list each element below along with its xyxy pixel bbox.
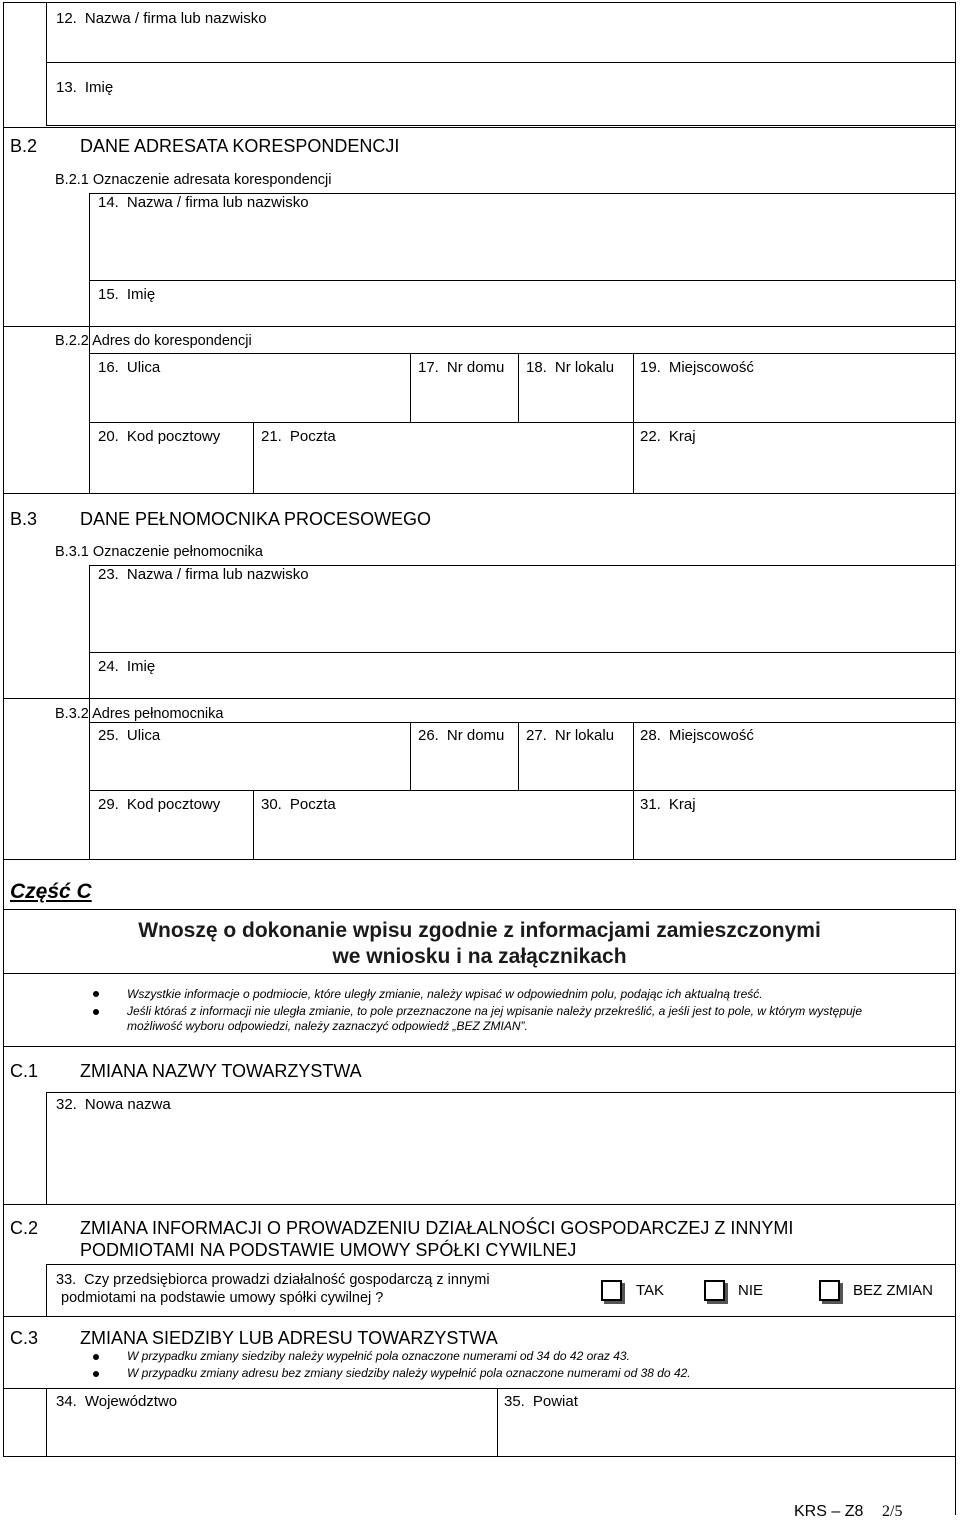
field-number: 12. [56, 10, 77, 27]
field-19-input[interactable] [635, 380, 953, 420]
field-32 [56, 1096, 171, 1114]
field-22 [640, 428, 696, 446]
field-20-input[interactable] [91, 450, 251, 491]
field-16 [98, 359, 160, 377]
field-17-input[interactable] [412, 380, 516, 420]
subsection-b2-2: B.2.2 Adres do korespondencji [55, 333, 252, 349]
field-13 [56, 79, 113, 97]
field-label: Imię [126, 286, 156, 303]
part-c-note-2a: Jeśli któraś z informacji nie uległa zmianie, to pole przeznaczone na jej wpisanie należy przekreślić, a jeśli jest to pole, w którym występuje [127, 1004, 862, 1018]
field-33-label-line2: podmiotami na podstawie umowy spółki cywilnej ? [61, 1290, 384, 1306]
field-17 [418, 359, 504, 377]
field-label: Imię [84, 79, 114, 96]
field-label: Powiat [532, 1393, 578, 1410]
section-code-b3: B.3 [10, 509, 38, 529]
field-label: Miejscowość [668, 727, 754, 744]
field-label: Imię [126, 658, 156, 675]
field-number: 29. [98, 796, 119, 813]
option-label-nie: NIE [738, 1282, 764, 1299]
field-number: 16. [98, 359, 119, 376]
field-18 [526, 359, 614, 377]
field-29-input[interactable] [91, 818, 251, 858]
checkbox-tak[interactable] [601, 1280, 622, 1301]
field-15-input[interactable] [91, 305, 954, 324]
bullet-icon [93, 1354, 99, 1360]
field-32-input[interactable] [48, 1118, 954, 1202]
part-c-note-1: Wszystkie informacje o podmiocie, które uległy zmianie, należy wpisać w odpowiednim polu, podając ich aktualną treść. [127, 987, 763, 1001]
field-30-input[interactable] [255, 818, 631, 858]
field-25-input[interactable] [91, 748, 408, 788]
field-number: 34. [56, 1393, 77, 1410]
field-30 [261, 796, 336, 814]
bullet-icon [93, 991, 99, 997]
field-27-input[interactable] [520, 748, 631, 788]
part-c-title-line1: Wnoszę o dokonanie wpisu zgodnie z informacjami zamieszczonymi [138, 919, 821, 942]
field-number: 31. [640, 796, 661, 813]
section-title-c1: ZMIANA NAZWY TOWARZYSTWA [80, 1061, 362, 1081]
field-label: Miejscowość [668, 359, 754, 376]
field-label: Nr domu [446, 359, 505, 376]
field-number: 13. [56, 79, 77, 96]
field-number: 21. [261, 428, 282, 445]
field-21-input[interactable] [255, 450, 631, 491]
section-code-b2: B.2 [10, 136, 38, 156]
field-label: Ulica [126, 359, 161, 376]
checkbox-bez-zmian[interactable] [819, 1280, 840, 1301]
subsection-b3-2: B.3.2 Adres pełnomocnika [55, 706, 224, 722]
field-26 [418, 727, 504, 745]
page-number: 2/5 [882, 1503, 903, 1520]
c3-note-2: W przypadku zmiany adresu bez zmiany siedziby należy wypełnić pola oznaczone numerami od 38 do 42. [127, 1366, 691, 1380]
field-label: Kod pocztowy [126, 796, 221, 813]
field-label: Poczta [289, 796, 336, 813]
field-35 [504, 1393, 578, 1411]
section-title-b2: DANE ADRESATA KORESPONDENCJI [80, 136, 400, 156]
field-24 [98, 658, 155, 676]
field-number: 17. [418, 359, 439, 376]
field-number: 32. [56, 1096, 77, 1113]
field-13-input[interactable] [48, 99, 954, 124]
field-number: 30. [261, 796, 282, 813]
field-23-input[interactable] [91, 586, 954, 650]
field-number: 18. [526, 359, 547, 376]
field-19 [640, 359, 754, 377]
field-number: 15. [98, 286, 119, 303]
section-code-c3: C.3 [10, 1328, 39, 1348]
field-number: 35. [504, 1393, 525, 1410]
c3-note-1: W przypadku zmiany siedziby należy wypełnić pola oznaczone numerami od 34 do 42 oraz 43. [127, 1349, 630, 1363]
field-25 [98, 727, 160, 745]
option-label-bez-zmian: BEZ ZMIAN [853, 1282, 934, 1299]
field-21 [261, 428, 336, 446]
field-26-input[interactable] [412, 748, 516, 788]
field-28-input[interactable] [635, 748, 953, 788]
subsection-b3-1: B.3.1 Oznaczenie pełnomocnika [55, 544, 263, 560]
field-22-input[interactable] [635, 450, 953, 491]
section-code-c2: C.2 [10, 1218, 39, 1238]
field-33 [56, 1271, 490, 1289]
part-c-heading: Część C [10, 880, 92, 903]
field-number: 25. [98, 727, 119, 744]
section-code-c1: C.1 [10, 1061, 39, 1081]
field-label: Kraj [668, 796, 696, 813]
field-number: 33. [56, 1272, 77, 1288]
field-23 [98, 566, 309, 584]
field-number: 14. [98, 194, 119, 211]
bullet-icon [93, 1009, 99, 1015]
bullet-icon [93, 1371, 99, 1377]
field-27 [526, 727, 614, 745]
field-14-input[interactable] [91, 214, 954, 278]
field-number: 20. [98, 428, 119, 445]
checkbox-nie[interactable] [704, 1280, 725, 1301]
field-number: 23. [98, 566, 119, 583]
field-31 [640, 796, 696, 814]
field-number: 22. [640, 428, 661, 445]
field-28 [640, 727, 754, 745]
section-title-b3: DANE PEŁNOMOCNIKA PROCESOWEGO [80, 509, 432, 529]
field-number: 28. [640, 727, 661, 744]
field-34-input[interactable] [48, 1414, 495, 1454]
field-label: Nr domu [446, 727, 505, 744]
field-label: Kod pocztowy [126, 428, 221, 445]
field-34 [56, 1393, 177, 1411]
field-label: Nowa nazwa [84, 1096, 171, 1113]
field-label-line1: Czy przedsiębiorca prowadzi działalność gospodarczą z innymi [84, 1272, 490, 1288]
field-label: Nazwa / firma lub nazwisko [84, 10, 267, 27]
field-label: Nr lokalu [554, 359, 615, 376]
field-35-input[interactable] [499, 1414, 953, 1454]
part-c-note-2b: możliwość wyboru odpowiedzi, należy zaznaczyć odpowiedź „BEZ ZMIAN”. [127, 1019, 528, 1033]
section-title-c2-line1: ZMIANA INFORMACJI O PROWADZENIU DZIAŁALNOŚCI GOSPODARCZEJ Z INNYMI [80, 1218, 794, 1238]
field-number: 26. [418, 727, 439, 744]
field-label: Poczta [289, 428, 336, 445]
form-code: KRS – Z8 [794, 1503, 864, 1520]
subsection-b2-1: B.2.1 Oznaczenie adresata korespondencji [55, 172, 332, 188]
field-31-input[interactable] [635, 818, 953, 858]
field-number: 19. [640, 359, 661, 376]
part-c-title-line2: we wniosku i na załącznikach [332, 945, 627, 968]
field-24-input[interactable] [91, 677, 954, 696]
field-16-input[interactable] [91, 380, 408, 420]
field-18-input[interactable] [520, 380, 631, 420]
field-label: Nr lokalu [554, 727, 615, 744]
field-12-input[interactable] [48, 30, 954, 61]
section-title-c3: ZMIANA SIEDZIBY LUB ADRESU TOWARZYSTWA [80, 1328, 498, 1348]
field-label: Kraj [668, 428, 696, 445]
section-title-c2-line2: PODMIOTAMI NA PODSTAWIE UMOWY SPÓŁKI CYWILNEJ [80, 1240, 577, 1260]
field-number: 24. [98, 658, 119, 675]
field-label: Nazwa / firma lub nazwisko [126, 566, 309, 583]
field-label: Nazwa / firma lub nazwisko [126, 194, 309, 211]
option-label-tak: TAK [636, 1282, 665, 1299]
field-number: 27. [526, 727, 547, 744]
field-14 [98, 194, 309, 212]
field-12 [56, 10, 267, 28]
field-label: Województwo [84, 1393, 178, 1410]
field-29 [98, 796, 220, 814]
field-20 [98, 428, 220, 446]
field-15 [98, 286, 155, 304]
field-label: Ulica [126, 727, 161, 744]
